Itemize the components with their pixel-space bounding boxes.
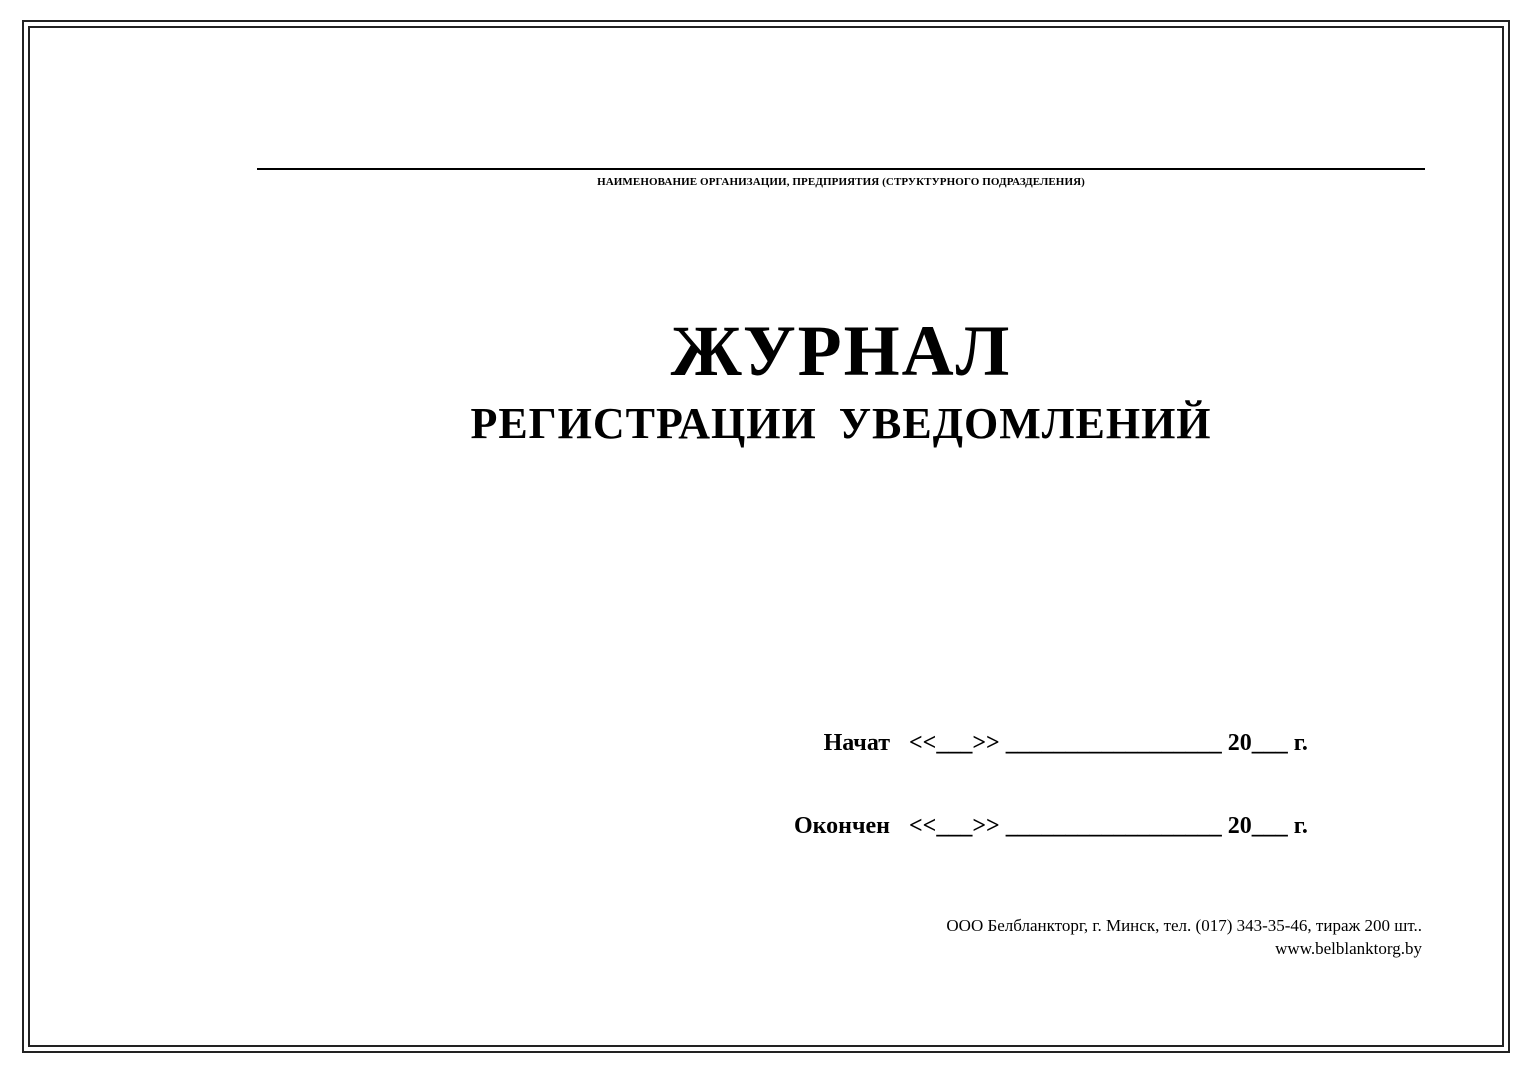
organization-caption: НАИМЕНОВАНИЕ ОРГАНИЗАЦИИ, ПРЕДПРИЯТИЯ (СТРУКТУРНОГО ПОДРАЗДЕЛЕНИЯ) xyxy=(597,176,1085,188)
journal-title: ЖУРНАЛ xyxy=(670,311,1012,391)
start-date-blank: <<___>> __________________ 20___ г. xyxy=(909,730,1308,756)
website-line: www.belblanktorg.by xyxy=(1275,939,1422,958)
organization-name-line xyxy=(257,168,1425,170)
publisher-line: ООО Белбланкторг, г. Минск, тел. (017) 343-35-46, тираж 200 шт.. xyxy=(946,916,1422,935)
end-date-blank: <<___>> __________________ 20___ г. xyxy=(909,813,1308,839)
end-date-row xyxy=(700,809,1340,843)
end-date-label: Окончен xyxy=(793,813,890,839)
start-date-row xyxy=(700,726,1340,760)
journal-subtitle: РЕГИСТРАЦИИ УВЕДОМЛЕНИЙ xyxy=(470,399,1212,448)
publisher-info xyxy=(760,914,1422,960)
start-date-label: Начат xyxy=(823,730,890,756)
